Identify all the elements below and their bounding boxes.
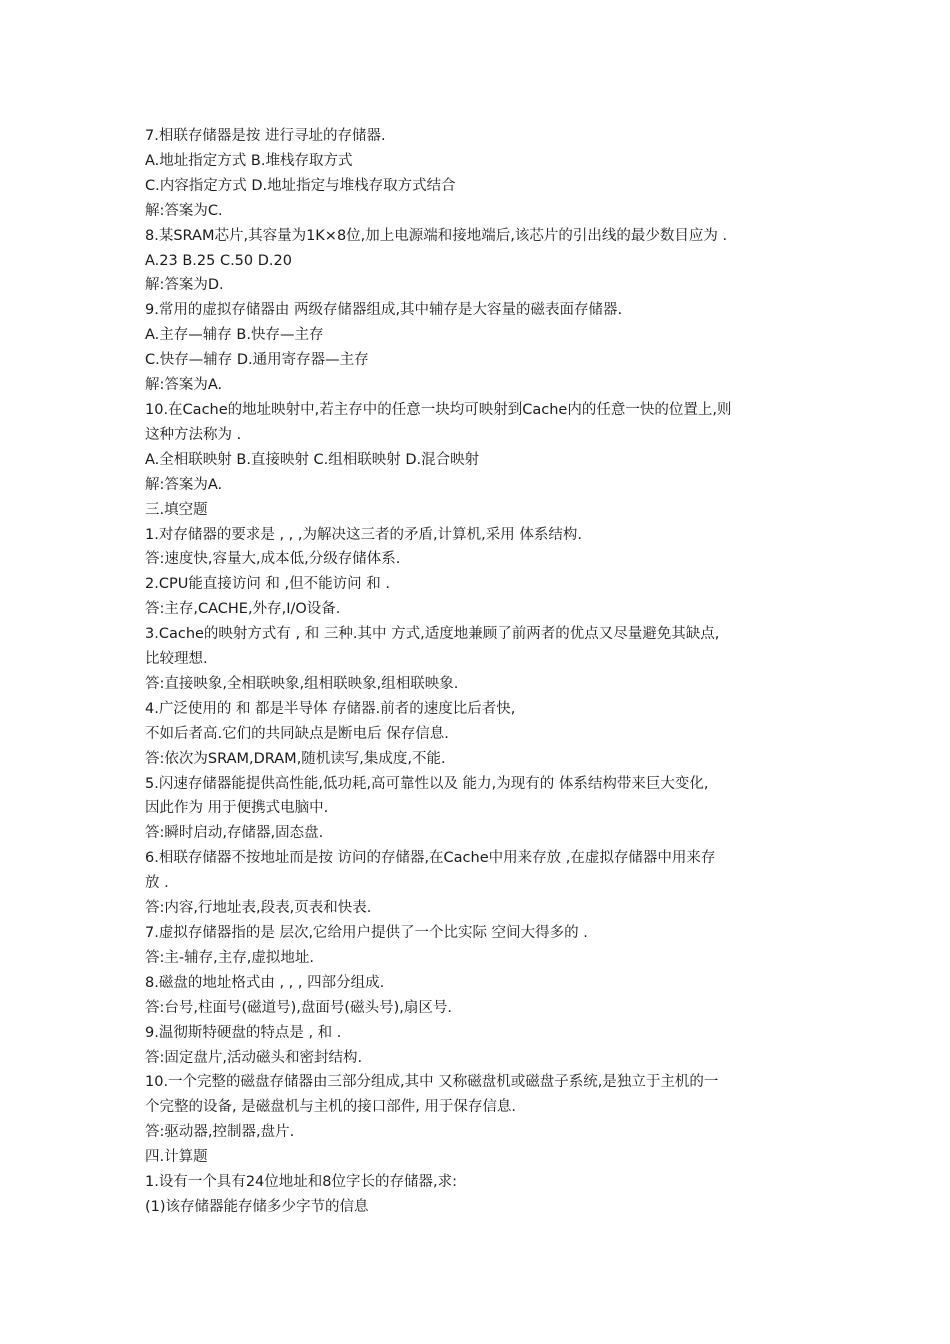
text-line: 答:固定盘片,活动磁头和密封结构. (145, 1049, 363, 1066)
text-line: A.主存—辅存 B.快存—主存 (145, 327, 324, 344)
text-line: 7.虚拟存储器指的是 层次,它给用户提供了一个比实际 空间大得多的 . (145, 925, 588, 941)
text-line: 答:瞬时启动,存储器,固态盘. (145, 825, 324, 842)
text-line: 答:台号,柱面号(磁道号),盘面号(磁头号),扇区号. (145, 999, 452, 1016)
text-line: 8.某SRAM芯片,其容量为1K×8位,加上电源端和接地端后,该芯片的引出线的最少数目应为 . (145, 227, 728, 244)
text-line: 10.一个完整的磁盘存储器由三部分组成,其中 又称磁盘机或磁盘子系统,是独立于主机的一 (145, 1074, 719, 1091)
text-line: 比较理想. (145, 651, 208, 668)
text-line: 答:内容,行地址表,段表,页表和快表. (145, 900, 372, 917)
text-line: 1.对存储器的要求是 , , ,为解决这三者的矛盾,计算机,采用 体系结构. (145, 526, 582, 543)
text-line: 9.温彻斯特硬盘的特点是 , 和 . (145, 1024, 342, 1041)
text-line: 解:答案为A. (145, 377, 223, 394)
text-line: 答:主存,CACHE,外存,I/O设备. (145, 601, 341, 618)
text-line: 这种方法称为 . (145, 426, 242, 443)
text-line: 答:驱动器,控制器,盘片. (145, 1124, 295, 1141)
text-line: 8.磁盘的地址格式由 , , , 四部分组成. (145, 974, 385, 991)
text-line: 放 . (145, 875, 169, 892)
text-line: 9.常用的虚拟存储器由 两级存储器组成,其中辅存是大容量的磁表面存储器. (145, 302, 623, 319)
text-line: 不如后者高.它们的共同缺点是断电后 保存信息. (145, 725, 449, 742)
text-line: 10.在Cache的地址映射中,若主存中的任意一块均可映射到Cache内的任意一快的位置上,则 (145, 401, 732, 418)
text-line: 2.CPU能直接访问 和 ,但不能访问 和 . (145, 576, 390, 593)
text-line: 答:主-辅存,主存,虚拟地址. (145, 949, 314, 966)
text-line: 5.闪速存储器能提供高性能,低功耗,高可靠性以及 能力,为现有的 体系结构带来巨大变化, (145, 775, 709, 792)
section-heading: 三.填空题 (145, 501, 208, 518)
text-line: 7.相联存储器是按 进行寻址的存储器. (145, 128, 386, 144)
document-body (145, 124, 815, 1220)
text-line: A.23 B.25 C.50 D.20 (145, 252, 292, 269)
text-line: 答:依次为SRAM,DRAM,随机读写,集成度,不能. (145, 750, 446, 767)
text-line: 解:答案为D. (145, 277, 224, 294)
text-line: A.地址指定方式 B.堆栈存取方式 (145, 152, 353, 169)
text-line: 个完整的设备, 是磁盘机与主机的接口部件, 用于保存信息. (145, 1099, 517, 1116)
text-line: C.内容指定方式 D.地址指定与堆栈存取方式结合 (145, 177, 456, 194)
text-line: 4.广泛使用的 和 都是半导体 存储器.前者的速度比后者快, (145, 700, 516, 717)
text-line: 3.Cache的映射方式有 , 和 三种.其中 方式,适度地兼顾了前两者的优点又尽量避免其缺点, (145, 626, 720, 643)
text-line: 答:速度快,容量大,成本低,分级存储体系. (145, 551, 401, 568)
text-line: A.全相联映射 B.直接映射 C.组相联映射 D.混合映射 (145, 451, 480, 468)
text-line: 答:直接映象,全相联映象,组相联映象,组相联映象. (145, 675, 459, 692)
text-line: 解:答案为A. (145, 476, 223, 493)
text-line: 因此作为 用于便携式电脑中. (145, 800, 329, 817)
text-line: 6.相联存储器不按地址而是按 访问的存储器,在Cache中用来存放 ,在虚拟存储器中用来存 (145, 850, 716, 867)
text-line: 解:答案为C. (145, 202, 223, 219)
text-line: C.快存—辅存 D.通用寄存器—主存 (145, 352, 369, 369)
text-line: (1)该存储器能存储多少字节的信息 (145, 1198, 369, 1215)
text-line: 1.设有一个具有24位地址和8位字长的存储器,求: (145, 1174, 458, 1191)
section-heading: 四.计算题 (145, 1149, 208, 1166)
